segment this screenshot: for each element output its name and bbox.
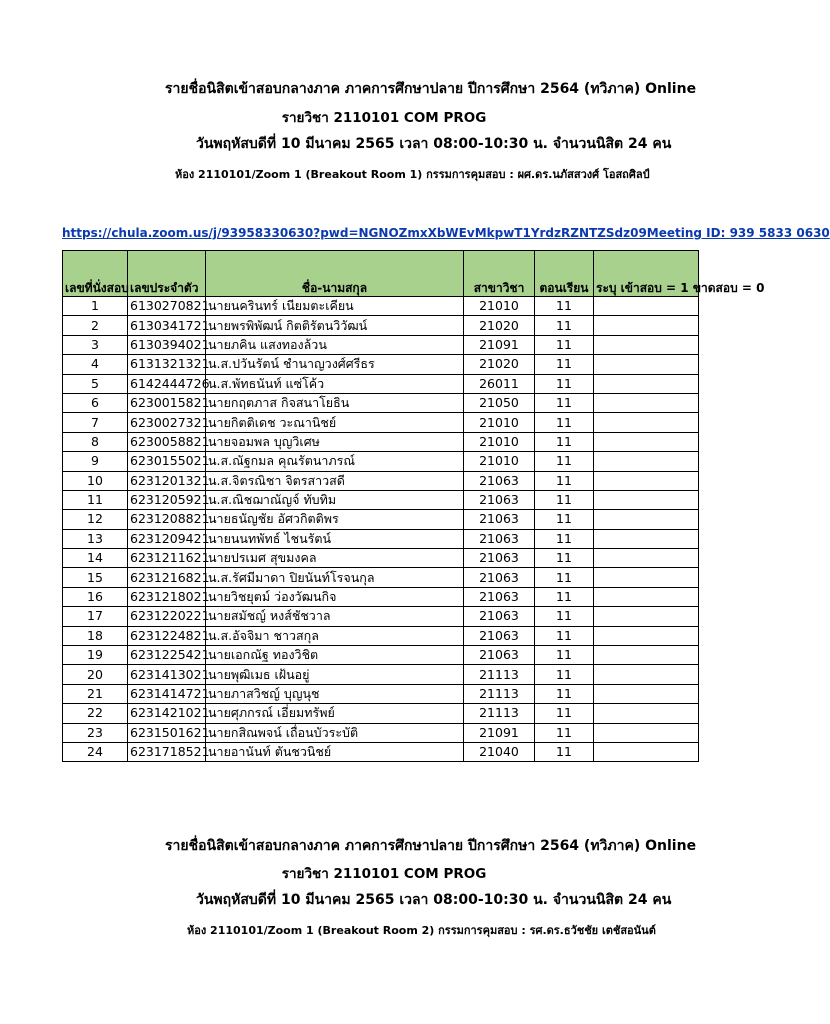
cell-seat: 17 xyxy=(63,607,128,626)
cell-attendance[interactable] xyxy=(594,316,699,335)
table-row xyxy=(63,490,699,509)
document-title: รายชื่อนิสิตเข้าสอบกลางภาค ภาคการศึกษาปลาย ปีการศึกษา 2564 (ทวิภาค) Online xyxy=(165,81,697,97)
cell-seat: 1 xyxy=(63,297,128,316)
table-row xyxy=(63,587,699,606)
cell-major: 21050 xyxy=(464,393,535,412)
cell-major: 21063 xyxy=(464,529,535,548)
cell-name: นายปรเมศ สุขมงคล xyxy=(206,549,464,568)
table-row xyxy=(63,529,699,548)
cell-major: 21020 xyxy=(464,355,535,374)
cell-student-id: 6231216821 xyxy=(128,568,206,587)
cell-section: 11 xyxy=(535,393,594,412)
cell-student-id: 6131321321 xyxy=(128,355,206,374)
room-line: ห้อง 2110101/Zoom 1 (Breakout Room 1) กรรมการคุมสอบ : ผศ.ดร.นภัสสวงศ์ โอสถศิลป์ xyxy=(175,168,650,181)
cell-student-id: 6231225421 xyxy=(128,646,206,665)
table-row xyxy=(63,355,699,374)
cell-major: 21063 xyxy=(464,568,535,587)
table-row xyxy=(63,471,699,490)
cell-major: 21113 xyxy=(464,684,535,703)
cell-name: น.ส.รัศมีมาดา ปิยนันท์โรจนกุล xyxy=(206,568,464,587)
cell-section: 11 xyxy=(535,607,594,626)
cell-name: นายธนัญชัย อัศวกิตติพร xyxy=(206,510,464,529)
cell-name: นายกิตติเดช วะณานิชย์ xyxy=(206,413,464,432)
date-line-2: วันพฤหัสบดีที่ 10 มีนาคม 2565 เวลา 08:00-10:30 น. จำนวนนิสิต 24 คน xyxy=(196,892,672,908)
table-row xyxy=(63,393,699,412)
header-student-id: เลขประจำตัว xyxy=(128,251,206,297)
table-row xyxy=(63,452,699,471)
table-row xyxy=(63,723,699,742)
cell-section: 11 xyxy=(535,665,594,684)
cell-name: นายสมัชญ์ หงส์ชัชวาล xyxy=(206,607,464,626)
cell-seat: 20 xyxy=(63,665,128,684)
cell-seat: 21 xyxy=(63,684,128,703)
cell-seat: 3 xyxy=(63,335,128,354)
subject-line: รายวิชา 2110101 COM PROG xyxy=(281,110,487,126)
cell-seat: 14 xyxy=(63,549,128,568)
date-line: วันพฤหัสบดีที่ 10 มีนาคม 2565 เวลา 08:00-10:30 น. จำนวนนิสิต 24 คน xyxy=(196,136,672,152)
cell-name: นายศุภกรณ์ เอี่ยมทรัพย์ xyxy=(206,704,464,723)
cell-attendance[interactable] xyxy=(594,490,699,509)
cell-seat: 12 xyxy=(63,510,128,529)
cell-student-id: 6230155021 xyxy=(128,452,206,471)
cell-name: นายพุฒิเมธ เฝ้นอยู่ xyxy=(206,665,464,684)
table-row xyxy=(63,413,699,432)
table-row xyxy=(63,665,699,684)
header-seat: เลขที่นั่งสอบ xyxy=(63,251,128,297)
table-row xyxy=(63,607,699,626)
cell-section: 11 xyxy=(535,490,594,509)
cell-seat: 22 xyxy=(63,704,128,723)
table-row xyxy=(63,297,699,316)
cell-attendance[interactable] xyxy=(594,452,699,471)
cell-attendance[interactable] xyxy=(594,374,699,393)
cell-attendance[interactable] xyxy=(594,549,699,568)
document-title-2: รายชื่อนิสิตเข้าสอบกลางภาค ภาคการศึกษาปลาย ปีการศึกษา 2564 (ทวิภาค) Online xyxy=(165,838,697,854)
cell-major: 21091 xyxy=(464,335,535,354)
cell-name: นายจอมพล บุญวิเศษ xyxy=(206,432,464,451)
cell-student-id: 6230058821 xyxy=(128,432,206,451)
cell-major: 21010 xyxy=(464,297,535,316)
cell-section: 11 xyxy=(535,510,594,529)
cell-attendance[interactable] xyxy=(594,646,699,665)
cell-section: 11 xyxy=(535,335,594,354)
cell-name: นายกสิณพจน์ เถื่อนบัวระบัติ xyxy=(206,723,464,742)
cell-seat: 16 xyxy=(63,587,128,606)
cell-name: น.ส.พัทธนันท์ แซ่โค้ว xyxy=(206,374,464,393)
cell-student-id: 6231211621 xyxy=(128,549,206,568)
cell-attendance[interactable] xyxy=(594,607,699,626)
cell-section: 11 xyxy=(535,626,594,645)
cell-section: 11 xyxy=(535,413,594,432)
cell-major: 21010 xyxy=(464,413,535,432)
cell-name: น.ส.อัจจิมา ชาวสกุล xyxy=(206,626,464,645)
cell-student-id: 6130341721 xyxy=(128,316,206,335)
cell-seat: 6 xyxy=(63,393,128,412)
cell-student-id: 6231208821 xyxy=(128,510,206,529)
cell-major: 21010 xyxy=(464,452,535,471)
header-section: ตอนเรียน xyxy=(535,251,594,297)
cell-seat: 13 xyxy=(63,529,128,548)
cell-section: 11 xyxy=(535,316,594,335)
cell-major: 21063 xyxy=(464,646,535,665)
cell-attendance[interactable] xyxy=(594,742,699,761)
cell-name: นายเอกณัฐ ทองวิชิต xyxy=(206,646,464,665)
room-line-2: ห้อง 2110101/Zoom 1 (Breakout Room 2) กรรมการคุมสอบ : รศ.ดร.ธวัชชัย เตชัสอนันต์ xyxy=(187,924,656,937)
cell-attendance[interactable] xyxy=(594,393,699,412)
cell-student-id: 6130270821 xyxy=(128,297,206,316)
cell-student-id: 6231413021 xyxy=(128,665,206,684)
cell-name: นายนนทพัทธ์ ไชนรัตน์ xyxy=(206,529,464,548)
student-roster-table xyxy=(62,250,765,762)
cell-major: 21063 xyxy=(464,549,535,568)
cell-student-id: 6231718521 xyxy=(128,742,206,761)
header-attendance: ระบุ เข้าสอบ = 1 ขาดสอบ = 0 xyxy=(594,251,699,297)
cell-section: 11 xyxy=(535,432,594,451)
cell-name: น.ส.จิตรณิชา จิตรสาวสดี xyxy=(206,471,464,490)
cell-major: 21063 xyxy=(464,607,535,626)
header-major: สาขาวิชา xyxy=(464,251,535,297)
header-name: ชื่อ-นามสกุล xyxy=(206,251,464,297)
cell-major: 21063 xyxy=(464,510,535,529)
table-row xyxy=(63,549,699,568)
cell-section: 11 xyxy=(535,297,594,316)
zoom-link[interactable]: https://chula.zoom.us/j/93958330630?pwd=NGNOZmxXbWEvMkpwT1YrdzRZNTZSdz09Meeting ID: 939 5833 0630 xyxy=(62,226,830,240)
cell-major: 21113 xyxy=(464,665,535,684)
table-row xyxy=(63,704,699,723)
cell-attendance[interactable] xyxy=(594,704,699,723)
cell-name: น.ส.ปวันรัตน์ ชำนาญวงศ์ศรีธร xyxy=(206,355,464,374)
cell-student-id: 6231218021 xyxy=(128,587,206,606)
table-row xyxy=(63,646,699,665)
cell-name: นายนครินทร์ เนียมตะเคียน xyxy=(206,297,464,316)
cell-student-id: 6231220221 xyxy=(128,607,206,626)
cell-attendance[interactable] xyxy=(594,335,699,354)
cell-major: 21063 xyxy=(464,490,535,509)
cell-student-id: 6231421021 xyxy=(128,704,206,723)
cell-major: 21113 xyxy=(464,704,535,723)
cell-seat: 7 xyxy=(63,413,128,432)
cell-attendance[interactable] xyxy=(594,432,699,451)
cell-section: 11 xyxy=(535,646,594,665)
table-row xyxy=(63,335,699,354)
cell-seat: 8 xyxy=(63,432,128,451)
cell-attendance[interactable] xyxy=(594,471,699,490)
cell-section: 11 xyxy=(535,529,594,548)
table-row xyxy=(63,316,699,335)
cell-section: 11 xyxy=(535,452,594,471)
cell-attendance[interactable] xyxy=(594,529,699,548)
table-row xyxy=(63,568,699,587)
table-header-row xyxy=(63,251,699,297)
cell-name: นายภคิน แสงทองล้วน xyxy=(206,335,464,354)
cell-seat: 23 xyxy=(63,723,128,742)
cell-major: 21020 xyxy=(464,316,535,335)
cell-attendance[interactable] xyxy=(594,297,699,316)
cell-major: 21040 xyxy=(464,742,535,761)
cell-seat: 5 xyxy=(63,374,128,393)
cell-seat: 2 xyxy=(63,316,128,335)
cell-section: 11 xyxy=(535,374,594,393)
cell-student-id: 6231209421 xyxy=(128,529,206,548)
cell-student-id: 6231205921 xyxy=(128,490,206,509)
cell-name: น.ส.ณัฐกมล คุณรัตนาภรณ์ xyxy=(206,452,464,471)
table-row xyxy=(63,626,699,645)
cell-seat: 10 xyxy=(63,471,128,490)
table-row xyxy=(63,510,699,529)
cell-attendance[interactable] xyxy=(594,723,699,742)
cell-major: 21010 xyxy=(464,432,535,451)
cell-attendance[interactable] xyxy=(594,413,699,432)
cell-major: 21063 xyxy=(464,587,535,606)
cell-section: 11 xyxy=(535,587,594,606)
cell-name: นายภาสวิชญ์ บุญนุช xyxy=(206,684,464,703)
table-row xyxy=(63,684,699,703)
cell-major: 21063 xyxy=(464,626,535,645)
cell-section: 11 xyxy=(535,684,594,703)
cell-name: นายพรพิพัฒน์ กิตติรัตนวิวัฒน์ xyxy=(206,316,464,335)
cell-attendance[interactable] xyxy=(594,626,699,645)
cell-name: นายกฤตภาส กิจสนาโยธิน xyxy=(206,393,464,412)
cell-attendance[interactable] xyxy=(594,355,699,374)
cell-section: 11 xyxy=(535,549,594,568)
cell-major: 21091 xyxy=(464,723,535,742)
cell-seat: 19 xyxy=(63,646,128,665)
cell-seat: 18 xyxy=(63,626,128,645)
table-row xyxy=(63,742,699,761)
cell-section: 11 xyxy=(535,471,594,490)
cell-student-id: 6231501621 xyxy=(128,723,206,742)
cell-student-id: 6231201321 xyxy=(128,471,206,490)
table-row xyxy=(63,374,699,393)
cell-seat: 4 xyxy=(63,355,128,374)
cell-section: 11 xyxy=(535,723,594,742)
table-body xyxy=(63,297,699,762)
cell-seat: 11 xyxy=(63,490,128,509)
cell-attendance[interactable] xyxy=(594,684,699,703)
cell-attendance[interactable] xyxy=(594,510,699,529)
cell-student-id: 6231414721 xyxy=(128,684,206,703)
cell-name: นายวิชยุตม์ ว่องวัฒนกิจ xyxy=(206,587,464,606)
table-row xyxy=(63,432,699,451)
cell-name: นายอานันท์ ตันชวนิชย์ xyxy=(206,742,464,761)
cell-attendance[interactable] xyxy=(594,587,699,606)
cell-major: 26011 xyxy=(464,374,535,393)
cell-seat: 15 xyxy=(63,568,128,587)
cell-seat: 9 xyxy=(63,452,128,471)
cell-attendance[interactable] xyxy=(594,568,699,587)
cell-student-id: 6142444726 xyxy=(128,374,206,393)
cell-student-id: 6230027321 xyxy=(128,413,206,432)
cell-section: 11 xyxy=(535,704,594,723)
cell-name: น.ส.ณิชฌาณัญจ์ ทับทิม xyxy=(206,490,464,509)
cell-section: 11 xyxy=(535,568,594,587)
cell-student-id: 6130394021 xyxy=(128,335,206,354)
cell-section: 11 xyxy=(535,742,594,761)
cell-section: 11 xyxy=(535,355,594,374)
cell-seat: 24 xyxy=(63,742,128,761)
cell-student-id: 6231224821 xyxy=(128,626,206,645)
cell-major: 21063 xyxy=(464,471,535,490)
cell-attendance[interactable] xyxy=(594,665,699,684)
subject-line-2: รายวิชา 2110101 COM PROG xyxy=(281,866,487,882)
cell-student-id: 6230015821 xyxy=(128,393,206,412)
